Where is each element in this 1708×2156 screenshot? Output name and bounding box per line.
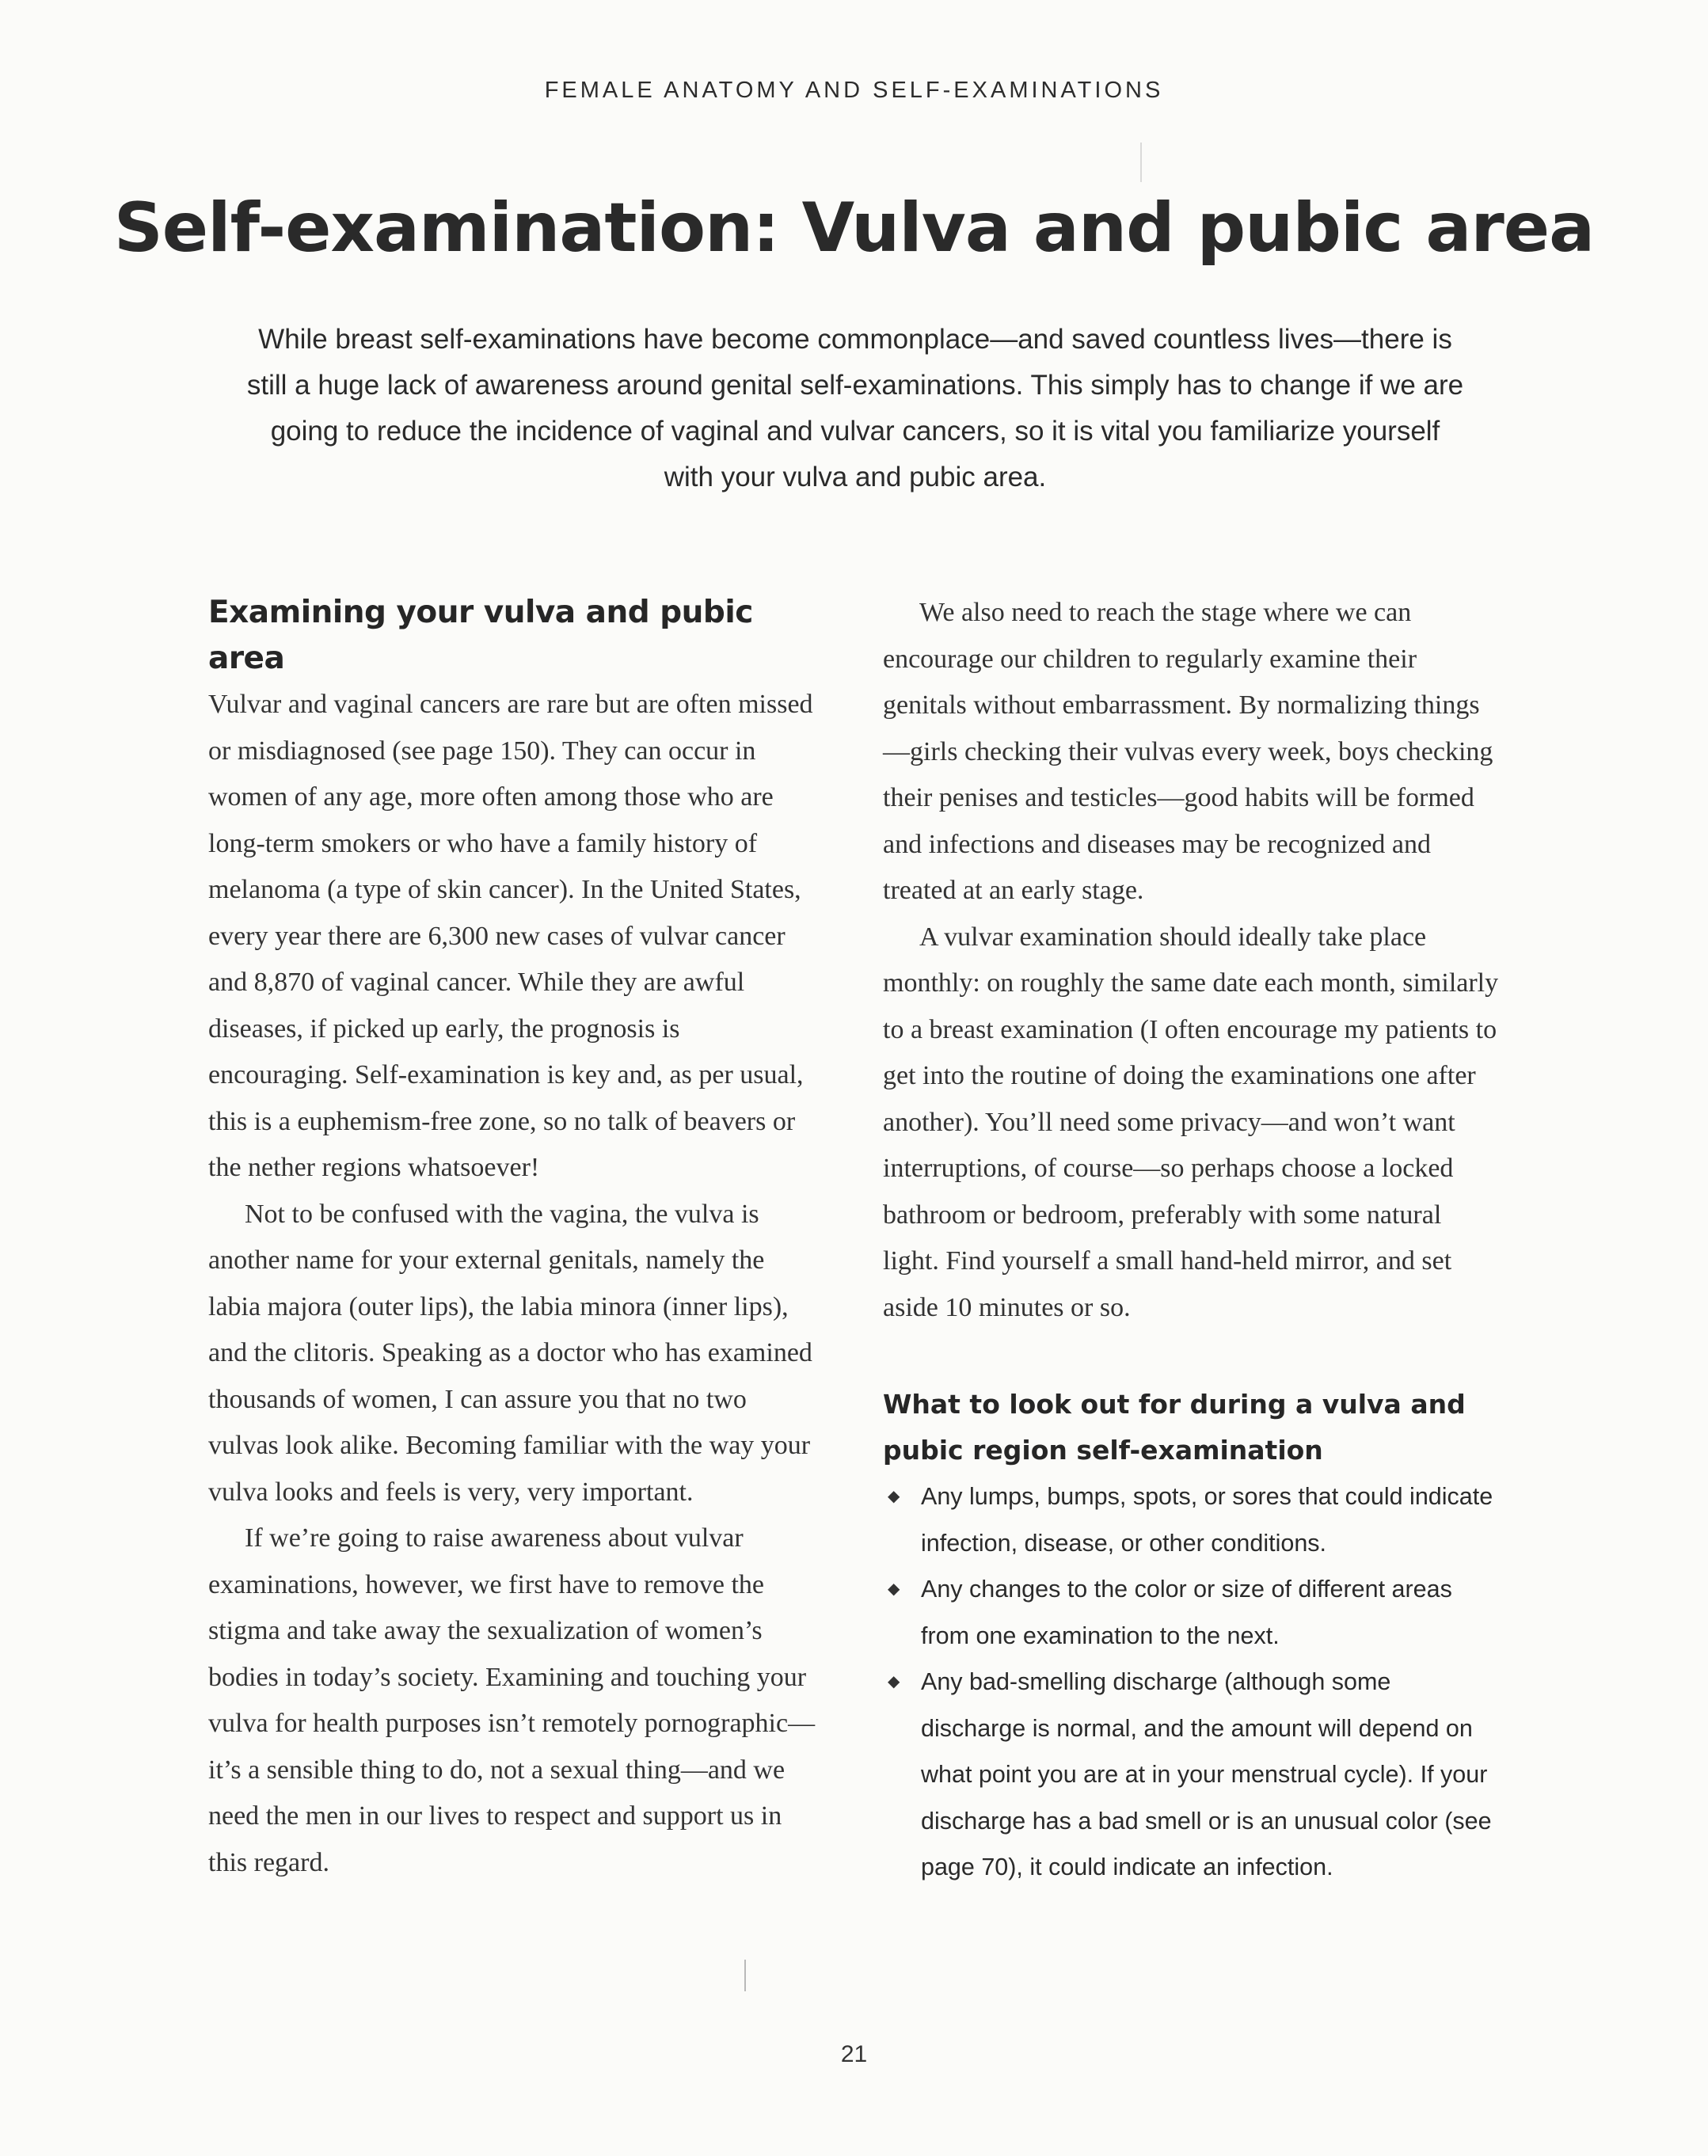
checklist-item — [883, 1566, 1501, 1659]
body-paragraph: Not to be confused with the vagina, the vulva is another name for your external genitals, namely the labia majora (outer lips), the labia minora (inner lips), and the clitoris. Speaking as a doctor who has examined thousands of women, I can assure you that no two vulvas look alike. Becoming familiar with the way your vulva looks and feels is very, very important. — [208, 1199, 812, 1507]
right-column — [883, 590, 1501, 1891]
running-head: FEMALE ANATOMY AND SELF-EXAMINATIONS — [544, 78, 1164, 103]
page-number: 21 — [840, 2041, 868, 2067]
checklist-heading: What to look out for during a vulva and pubic region self-examination — [883, 1389, 1466, 1466]
diamond-bullet-icon: ◆ — [888, 1673, 900, 1690]
scan-mark — [1140, 143, 1142, 182]
body-paragraph: A vulvar examination should ideally take place monthly: on roughly the same date each month, similarly to a breast examination (I often encourage my patients to get into the routine of doing the examinations one after another). You’ll need some privacy—and won’t want interruptions, of course—so perhaps choose a locked bathroom or bedroom, preferably with some natural light. Find yourself a small hand-held mirror, and set aside 10 minutes or so. — [883, 922, 1499, 1322]
left-column — [208, 590, 822, 1886]
body-paragraph: We also need to reach the stage where we can encourage our children to regularly examine their genitals without embarrassment. By normalizing things—girls checking their vulvas every week, boys checking their penises and testicles—good habits will be formed and infections and diseases may be recognized and treated at an early stage. — [883, 598, 1493, 905]
checklist-item — [883, 1659, 1501, 1891]
body-paragraph: If we’re going to raise awareness about vulvar examinations, however, we first have to remove the stigma and take away the sexualization of women’s bodies in today’s society. Examining and touching your vulva for health purposes isn’t remotely pornographic—it’s a sensible thing to do, not a sexual thing—and we need the men in our lives to respect and support us in this regard. — [208, 1523, 816, 1877]
scan-mark — [744, 1960, 746, 1991]
checklist-item-text: Any changes to the color or size of different areas from one examination to the next. — [921, 1576, 1452, 1649]
checklist — [883, 1473, 1501, 1891]
diamond-bullet-icon: ◆ — [888, 1580, 900, 1598]
body-paragraph: Vulvar and vaginal cancers are rare but are often missed or misdiagnosed (see page 150). They can occur in women of any age, more often among those who are long-term smokers or who have a family history of melanoma (a type of skin cancer). In the United States, every year there are 6,300 new cases of vulvar cancer and 8,870 of vaginal cancer. While they are awful diseases, if picked up early, the prognosis is encouraging. Self-examination is key and, as per usual, this is a euphemism-free zone, so no talk of beavers or the nether regions whatsoever! — [208, 690, 813, 1182]
checklist-item — [883, 1473, 1501, 1566]
section-heading: Examining your vulva and pubic area — [208, 595, 753, 676]
page-title: Self-examination: Vulva and pubic area — [113, 188, 1595, 268]
checklist-item-text: Any lumps, bumps, spots, or sores that could indicate infection, disease, or other conditions. — [921, 1483, 1493, 1557]
intro-paragraph: While breast self-examinations have become commonplace—and saved countless lives—there is still a huge lack of awareness around genital self-examinations. This simply has to change if we are going to reduce the incidence of vaginal and vulvar cancers, so it is vital you familiarize yourself with your vulva and pubic area. — [246, 324, 1464, 492]
checklist-item-text: Any bad-smelling discharge (although some discharge is normal, and the amount will depend on what point you are at in your menstrual cycle). If your discharge has a bad smell or is an unusual color (see page 70), it could indicate an infection. — [921, 1668, 1492, 1880]
diamond-bullet-icon: ◆ — [888, 1488, 900, 1505]
